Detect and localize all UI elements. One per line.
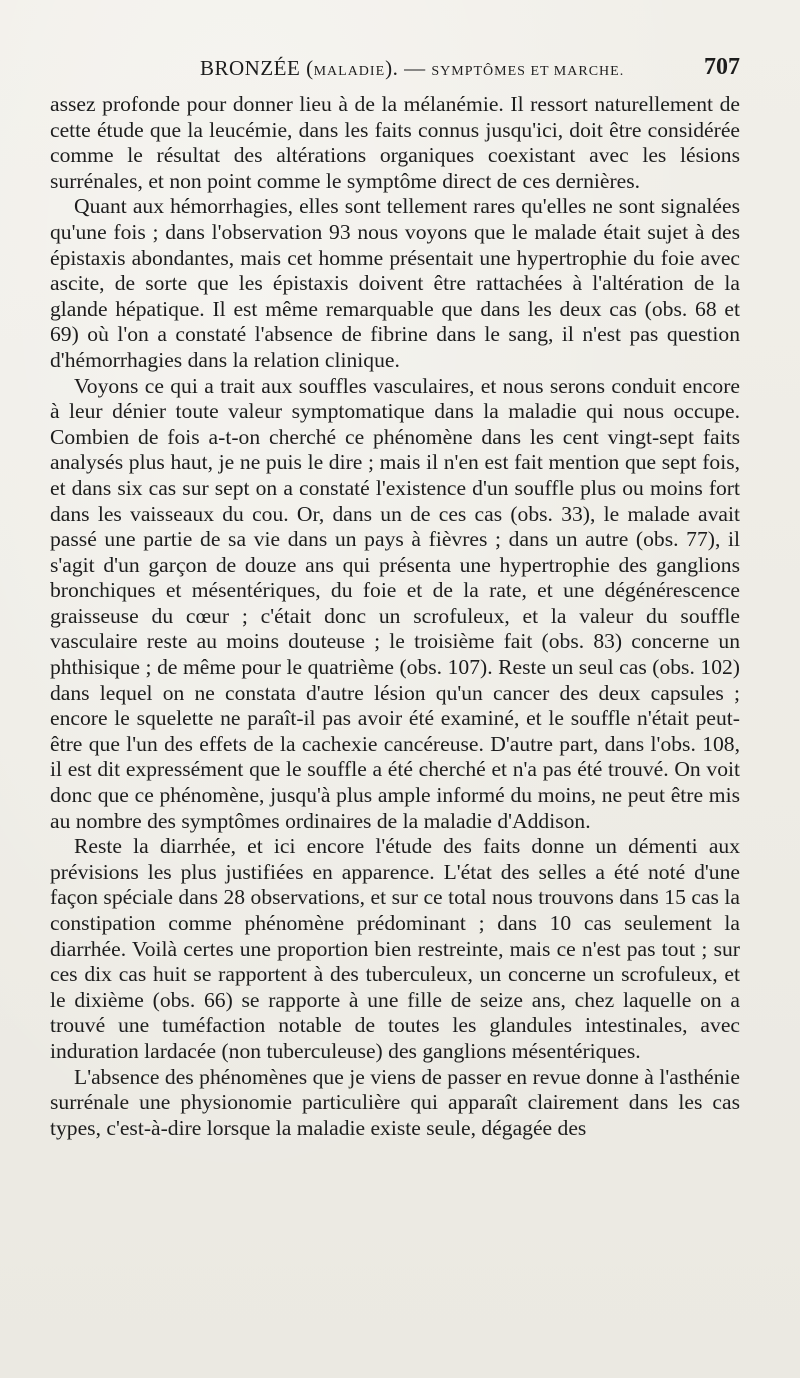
paragraph-hemorrhagies: Quant aux hémorrhagies, elles sont tellement rares qu'elles ne sont signalées qu'une fois ; dans l'observation 93 nous voyons que le malade était sujet à des épistaxis abondantes, mais cet homme présentait une hypertrophie du foie avec ascite, de sorte que les épistaxis doivent être rattachées à l'altération de la glande hépatique. Il est même remarquable que dans les deux cas (obs. 68 et 69) où l'on a constaté l'absence de fibrine dans le sang, il n'est pas question d'hémorrhagies dans la relation clinique.: [50, 194, 740, 372]
body-text: [50, 92, 740, 1141]
page-number: 707: [704, 54, 740, 80]
running-title-main: BRONZÉE (: [200, 56, 314, 80]
paragraph-leucemie: assez profonde pour donner lieu à de la mélanémie. Il ressort naturellement de cette étude que la leucémie, dans les faits connus jusqu'ici, doit être considérée comme le résultat des altérations organiques coexistant avec les lésions surrénales, et non point comme le symptôme direct de ces dernières.: [50, 92, 740, 193]
running-title-section: SYMPTÔMES ET MARCHE.: [431, 64, 625, 79]
running-title-mid: ). —: [385, 56, 432, 80]
running-title-small: MALADIE: [313, 64, 386, 79]
running-title: [200, 56, 624, 81]
paragraph-diarrhee: Reste la diarrhée, et ici encore l'étude des faits donne un démenti aux prévisions les plus justifiées en apparence. L'état des selles a été noté d'une façon spéciale dans 28 observations, et sur ce total nous trouvons dans 15 cas la constipation comme phénomène prédominant ; dans 10 cas seulement la diarrhée. Voilà certes une proportion bien restreinte, mais ce n'est pas tout ; sur ces dix cas huit se rapportent à des tuberculeux, un concerne un scrofuleux, et le dixième (obs. 66) se rapporte à une fille de seize ans, chez laquelle on a trouvé une tuméfaction notable de toutes les glandules intestinales, avec induration lardacée (non tuberculeuse) des ganglions mésentériques.: [50, 834, 740, 1063]
running-head: [50, 52, 740, 88]
paragraph-souffles: Voyons ce qui a trait aux souffles vasculaires, et nous serons conduit encore à leur dénier toute valeur symptomatique dans la maladie qui nous occupe. Combien de fois a-t-on cherché ce phénomène dans les cent vingt-sept faits analysés plus haut, je ne puis le dire ; mais il n'en est fait mention que sept fois, et dans six cas sur sept on a constaté l'existence d'un souffle plus ou moins fort dans les vaisseaux du cou. Or, dans un de ces cas (obs. 33), le malade avait passé une partie de sa vie dans un pays à fièvres ; dans un autre (obs. 77), il s'agit d'un garçon de douze ans qui présenta une hypertrophie des ganglions bronchiques et mésentériques, du foie et de la rate, et une dégénérescence graisseuse du cœur ; c'était donc un scrofuleux, et la valeur du souffle vasculaire reste au moins douteuse ; le troisième fait (obs. 83) concerne un phthisique ; de même pour le quatrième (obs. 107). Reste un seul cas (obs. 102) dans lequel on ne constata d'autre lésion qu'un cancer des deux capsules ; encore le squelette ne paraît-il pas avoir été examiné, et le souffle n'était peut-être que l'un des effets de la cachexie cancéreuse. D'autre part, dans l'obs. 108, il est dit expressément que le souffle a été cherché et n'a pas été trouvé. On voit donc que ce phénomène, jusqu'à plus ample informé du moins, ne peut être mis au nombre des symptômes ordinaires de la maladie d'Addison.: [50, 373, 740, 833]
paragraph-asthenie: L'absence des phénomènes que je viens de passer en revue donne à l'asthénie surrénale une physionomie particulière qui apparaît clairement dans les cas types, c'est-à-dire lorsque la maladie existe seule, dégagée des: [50, 1064, 740, 1140]
